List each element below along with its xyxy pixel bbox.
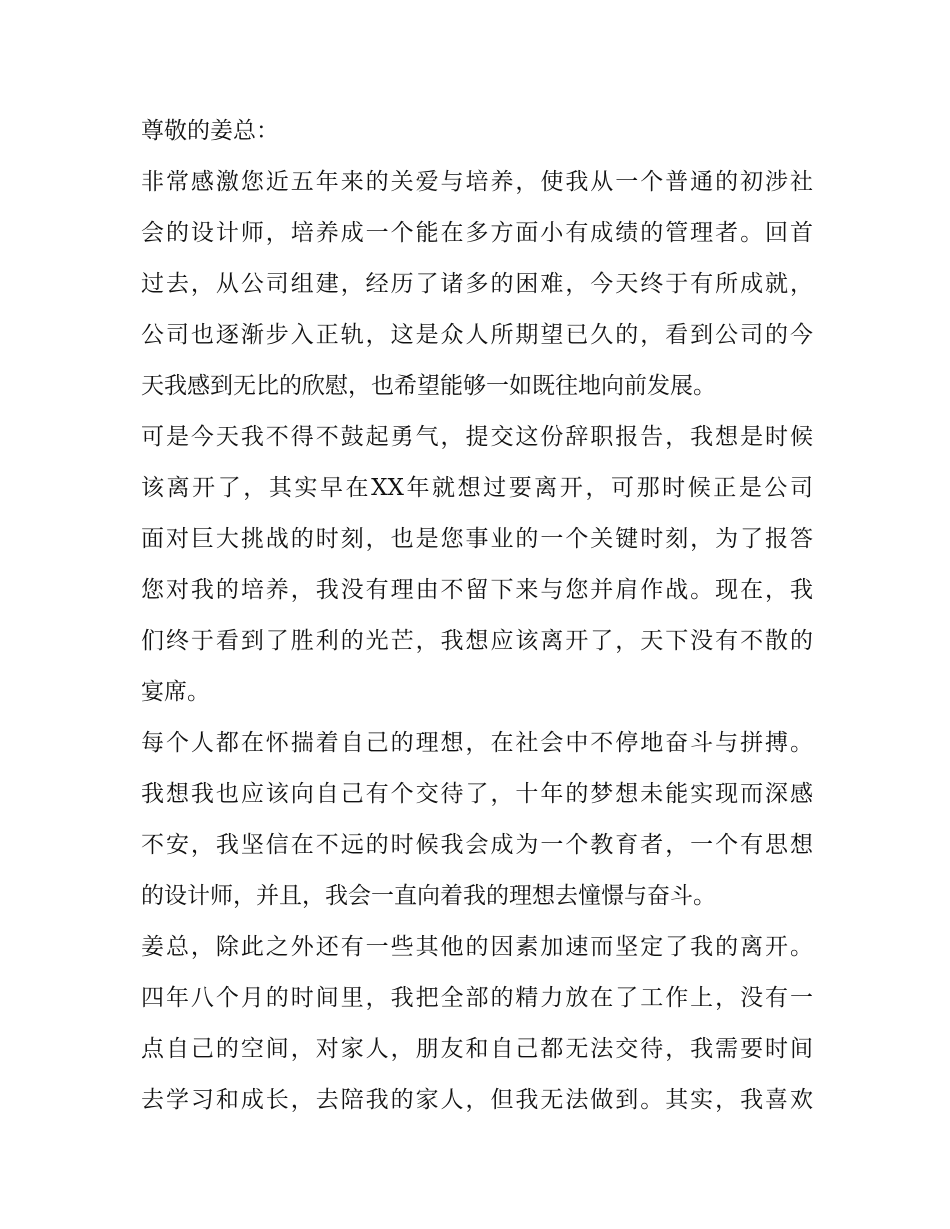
paragraph-1 [141, 157, 813, 412]
paragraph-2-line: 们终于看到了胜利的光芒，我想应该离开了，天下没有不散的 [141, 628, 813, 654]
paragraph-3-line: 不安，我坚信在不远的时候我会成为一个教育者，一个有思想 [141, 832, 813, 858]
paragraph-3 [141, 718, 813, 922]
paragraph-3-line: 的设计师，并且，我会一直向着我的理想去憧憬与奋斗。 [141, 883, 716, 909]
paragraph-3-line: 每个人都在怀揣着自己的理想，在社会中不停地奋斗与拼搏。 [141, 730, 813, 756]
paragraph-2-line: 面对巨大挑战的时刻，也是您事业的一个关键时刻，为了报答 [141, 526, 813, 552]
paragraph-3-line: 我想我也应该向自己有个交待了，十年的梦想未能实现而深感 [141, 781, 813, 807]
paragraph-1-line: 会的设计师，培养成一个能在多方面小有成绩的管理者。回首 [141, 220, 813, 246]
salutation: 尊敬的姜总： [141, 118, 279, 144]
paragraph-4-line: 点自己的空间，对家人，朋友和自己都无法交待，我需要时间 [141, 1036, 813, 1062]
resignation-letter [141, 106, 813, 1126]
paragraph-4-line: 去学习和成长，去陪我的家人，但我无法做到。其实，我喜欢 [141, 1087, 813, 1113]
paragraph-2-line: 该离开了，其实早在XX年就想过要离开，可那时候正是公司 [141, 475, 813, 501]
paragraph-2-line: 可是今天我不得不鼓起勇气，提交这份辞职报告，我想是时候 [141, 424, 813, 450]
paragraph-2 [141, 412, 813, 718]
paragraph-1-line: 公司也逐渐步入正轨，这是众人所期望已久的，看到公司的今 [141, 322, 813, 348]
paragraph-4-line: 姜总，除此之外还有一些其他的因素加速而坚定了我的离开。 [141, 934, 813, 960]
paragraph-1-line: 天我感到无比的欣慰，也希望能够一如既往地向前发展。 [141, 373, 716, 399]
paragraph-4 [141, 922, 813, 1126]
paragraph-2-line: 您对我的培养，我没有理由不留下来与您并肩作战。现在，我 [141, 577, 813, 603]
paragraph-1-line: 过去，从公司组建，经历了诸多的困难，今天终于有所成就， [141, 271, 813, 297]
paragraph-4-line: 四年八个月的时间里，我把全部的精力放在了工作上，没有一 [141, 985, 813, 1011]
paragraph-2-line: 宴席。 [141, 679, 210, 705]
paragraph-1-line: 非常感激您近五年来的关爱与培养，使我从一个普通的初涉社 [141, 169, 813, 195]
